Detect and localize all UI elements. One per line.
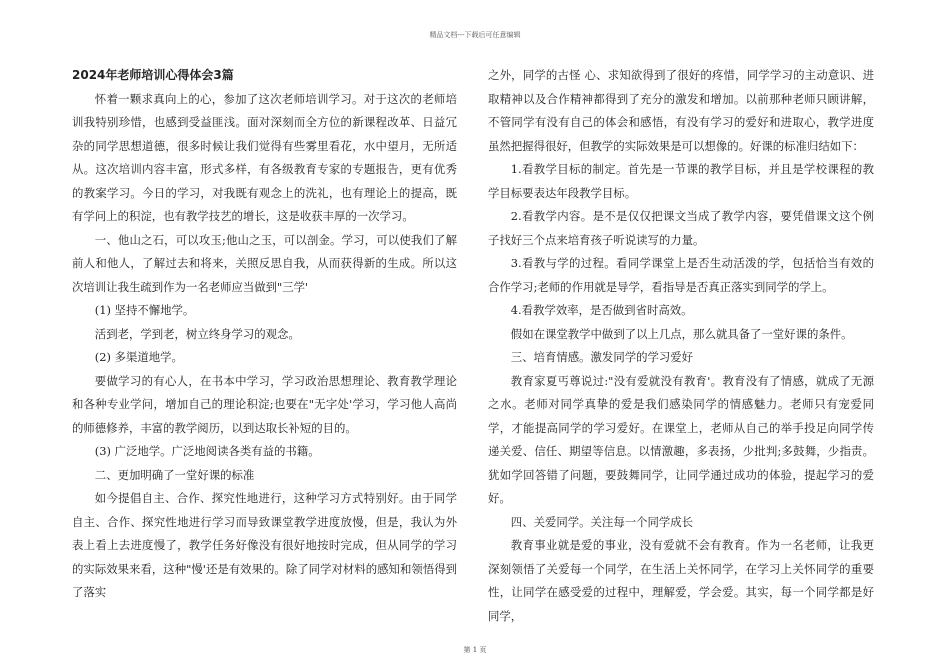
paragraph: 活到老，学到老，树立终身学习的观念。	[94, 326, 300, 341]
paragraph: 三、培育情感。激发同学的学习爱好	[510, 350, 694, 364]
paragraph: (3) 广泛地学。广泛地阅读各类有益的书籍。	[94, 444, 320, 458]
page-header: 精品文档---下载后可任意编辑	[429, 31, 521, 39]
paragraph: (2) 多渠道地学。	[94, 350, 183, 364]
paragraph: 1.看教学目标的制定。首先是一节课的教学目标，并且是学校课程的教学目标要表达年段教学目标。	[488, 162, 874, 200]
paragraph: 要做学习的有心人，在书本中学习，学习政治思想理论、教育教学理论和各种专业学问，增加自己的理论积淀;也要在"无字处'学习，学习他人高尚的师德修养，丰富的教学阅历，以到达取长补短的目的。	[72, 373, 457, 435]
paragraph: 3.看教与学的过程。看同学课堂上是否生动活泼的学，包括恰当有效的合作学习;老师的作用就是导学，看指导是否真正落实到同学的学上。	[488, 256, 874, 294]
paragraph: (1) 坚持不懈地学。	[94, 303, 195, 317]
right-column	[488, 64, 874, 628]
document-title: 2024年老师培训心得体会3篇	[72, 68, 234, 82]
paragraph: 之外，同学的古怪 心、求知欲得到了很好的疼惜，同学学习的主动意识、进取精神以及合作精神都得到了充分的激发和增加。以前那种老师只顾讲解，不管同学有没有自己的体会和感悟，有没有学习的爱好和进取心，教学进度虽然把握得很好，但教学的实际效果是可以想像的。好课的标准归结如下：	[488, 68, 874, 153]
paragraph: 怀着一颗求真向上的心，参加了这次老师培训学习。对于这次的老师培训我特别珍惜，也感到受益匪浅。面对深刻而全方位的新课程改革、日益冗杂的同学思想道德，很多时候让我们觉得有些雾里看花，水中望月，无所适从。这次培训内容丰富，形式多样，有各级教育专家的专题报告，更有优秀的教案学习。今日的学习，对我既有观念上的洗礼，也有理论上的提高，既有学问上的积淀，也有教学技艺的增长，这是收获丰厚的一次学习。	[72, 91, 457, 223]
paragraph: 四、关爱同学。关注每一个同学成长	[510, 514, 694, 529]
paragraph: 教育家夏丐尊说过:"没有爱就没有教育'。教育没有了情感，就成了无源之水。老师对同学真挚的爱是我们感染同学的情感魅力。老师只有宠爱同学，才能提高同学的学习爱好。在课堂上，老师从自己的举手投足向同学传递关爱、信任、期望等信息。以情激趣，多表扬，少批判;多鼓舞，少指责。犹如学回答错了问题，要鼓舞同学，让同学通过成功的体验，提起学习的爱好。	[488, 373, 874, 505]
section-heading: 二、更加明确了一堂好课的标准	[94, 467, 255, 482]
paragraph: 如今提倡自主、合作、探究性地进行，这种学习方式特别好。由于同学自主、合作、探究性地进行学习而导致课堂教学进度放慢，但是，我认为外表上看上去进度慢了，教学任务好像没有很好地按时完成，但从同学的学习的实际效果来看，这种"慢'还是有效果的。除了同学对材料的感知和领悟得到了落实	[72, 491, 457, 599]
paragraph: 4.看教学效率，是否做到省时高效。	[510, 303, 693, 317]
paragraph: 假如在课堂教学中做到了以上几点，那么就具备了一堂好课的条件。	[510, 326, 853, 341]
paragraph: 一、他山之石，可以攻玉;他山之玉，可以剖金。学习，可以使我们了解前人和他人，了解过去和将来，关照反思自我，从而获得新的生成。所以这次培训让我生疏到作为一名老师应当做到"三学'	[72, 232, 457, 294]
paragraph: 教育事业就是爱的事业，没有爱就不会有教育。作为一名老师，让我更深刻领悟了关爱每一个同学，在生活上关怀同学，在学习上关怀同学的重要性，让同学在感受爱的过程中，理解爱，学会爱。其实，每一个同学都是好同学，	[488, 538, 874, 623]
page-footer: 第 1 页	[463, 646, 487, 654]
left-column	[72, 64, 457, 605]
paragraph: 2.看教学内容。是不是仅仅把课文当成了教学内容，要凭借课文这个例子找好三个点来培育孩子听说读写的力量。	[488, 209, 874, 247]
